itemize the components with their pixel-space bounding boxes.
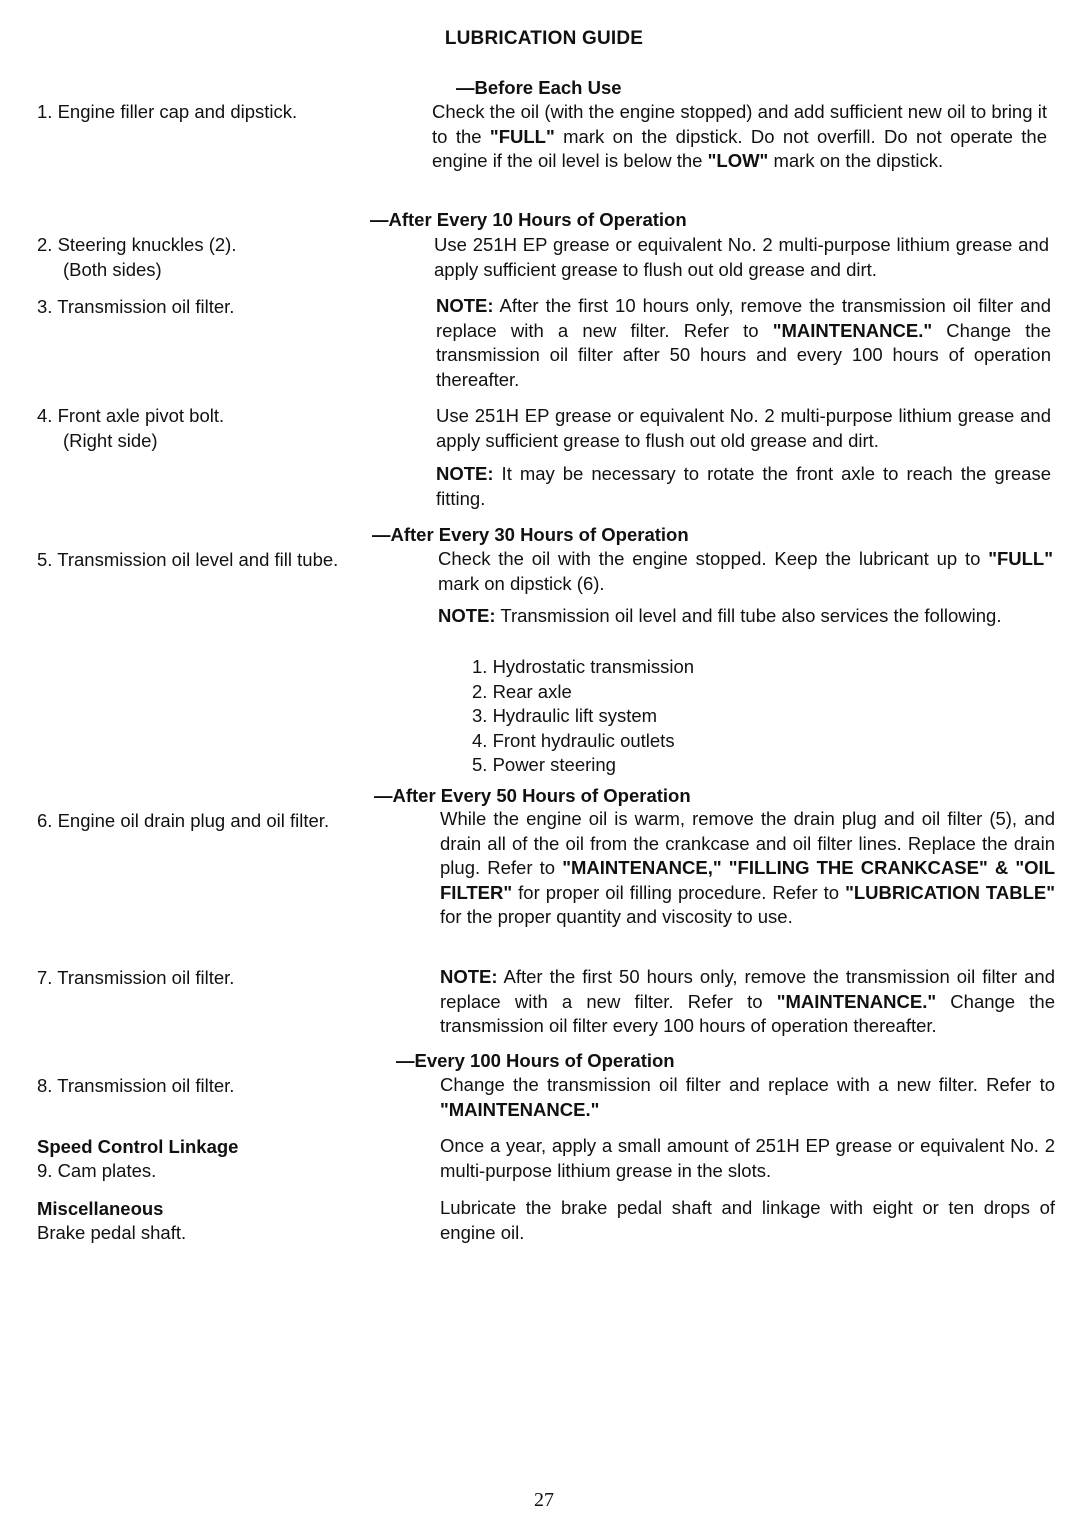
- item-4-sub: (Right side): [63, 430, 158, 451]
- list-item: 1. Hydrostatic transmission: [472, 656, 695, 677]
- item-5-label: 5. Transmission oil level and fill tube.: [37, 549, 339, 570]
- speed-control-heading: Speed Control Linkage: [37, 1136, 239, 1157]
- miscellaneous-heading: Miscellaneous: [37, 1198, 164, 1219]
- item-2-text: Use 251H EP grease or equivalent No. 2 multi-purpose lithium grease and apply sufficient grease to flush out old grease and dirt.: [434, 234, 1049, 280]
- list-item: 2. Rear axle: [472, 680, 572, 702]
- item-1-text: Check the oil (with the engine stopped) and add sufficient new oil to bring it to the "FULL" mark on the dipstick. Do not overfill. Do not operate the engine if the oil level is below the "LOW" mark on the dipstick.: [432, 101, 1047, 171]
- section-after-50-hours: —After Every 50 Hours of Operation: [374, 785, 691, 806]
- section-every-100-hours: —Every 100 Hours of Operation: [396, 1050, 675, 1071]
- page-title: LUBRICATION GUIDE: [444, 28, 644, 49]
- item-3-label: 3. Transmission oil filter.: [37, 296, 235, 317]
- item-6-label: 6. Engine oil drain plug and oil filter.: [37, 810, 330, 831]
- item-4-note: NOTE: It may be necessary to rotate the front axle to reach the grease fitting.: [436, 463, 1051, 509]
- list-item: 5. Power steering: [472, 754, 616, 775]
- item-9-label: 9. Cam plates.: [37, 1160, 157, 1181]
- section-after-10-hours: —After Every 10 Hours of Operation: [370, 209, 687, 230]
- item-2-sub: (Both sides): [63, 259, 162, 280]
- item-8-label: 8. Transmission oil filter.: [37, 1075, 235, 1096]
- item-1-label: 1. Engine filler cap and dipstick.: [37, 101, 298, 122]
- list-item: 4. Front hydraulic outlets: [472, 729, 675, 751]
- item-4-text: Use 251H EP grease or equivalent No. 2 multi-purpose lithium grease and apply sufficient grease to flush out old grease and dirt.: [436, 405, 1051, 451]
- serviced-systems-list: [472, 655, 694, 778]
- item-8-text: Change the transmission oil filter and replace with a new filter. Refer to "MAINTENANCE.": [440, 1074, 1055, 1120]
- item-6-text: While the engine oil is warm, remove the drain plug and oil filter (5), and drain all of the oil from the crankcase and oil filter lines. Replace the drain plug. Refer to "MAINTENANCE," "FILLING THE CRANKCASE" & "OIL FILTER" for proper oil filling procedure. Refer to "LUBRICATION TABLE" for the proper quantity and viscosity to use.: [440, 808, 1055, 927]
- page-number: 27: [534, 1489, 554, 1511]
- item-4-label: 4. Front axle pivot bolt.: [37, 405, 225, 426]
- item-3-note: NOTE: After the first 10 hours only, remove the transmission oil filter and replace with a new filter. Refer to "MAINTENANCE." Change the transmission oil filter after 50 hours and every 100 hours of operation thereafter.: [436, 295, 1051, 390]
- misc-label: Brake pedal shaft.: [37, 1222, 187, 1243]
- item-5-text: Check the oil with the engine stopped. Keep the lubricant up to "FULL" mark on dipstick (6).: [438, 548, 1053, 594]
- section-after-30-hours: —After Every 30 Hours of Operation: [372, 524, 689, 545]
- item-7-label: 7. Transmission oil filter.: [37, 967, 235, 988]
- item-7-note: NOTE: After the first 50 hours only, remove the transmission oil filter and replace with a new filter. Refer to "MAINTENANCE." Change the transmission oil filter every 100 hours of operation thereafter.: [440, 966, 1055, 1036]
- item-2-label: 2. Steering knuckles (2).: [37, 234, 237, 255]
- item-5-note: NOTE: Transmission oil level and fill tube also services the following.: [438, 605, 1002, 626]
- section-before-each-use: —Before Each Use: [456, 77, 622, 98]
- list-item: 3. Hydraulic lift system: [472, 705, 658, 726]
- misc-text: Lubricate the brake pedal shaft and linkage with eight or ten drops of engine oil.: [440, 1197, 1055, 1243]
- item-9-text: Once a year, apply a small amount of 251H EP grease or equivalent No. 2 multi-purpose lithium grease in the slots.: [440, 1135, 1055, 1181]
